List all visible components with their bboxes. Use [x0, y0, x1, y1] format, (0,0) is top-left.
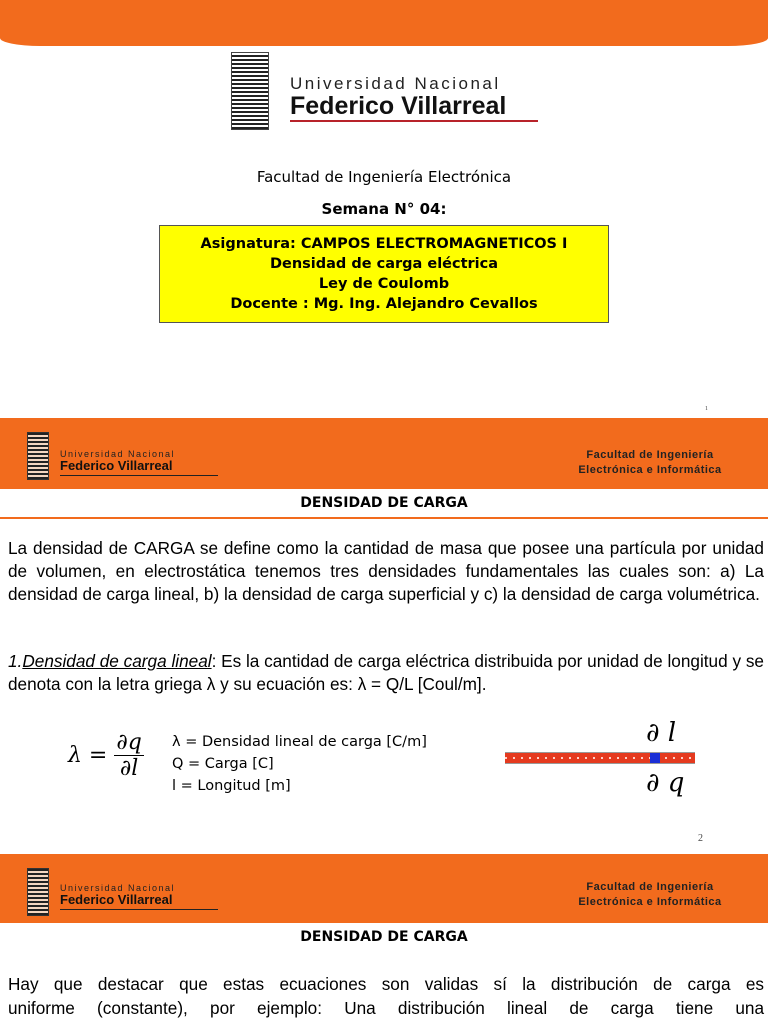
formula-denominator: ∂l — [119, 756, 139, 781]
slide3-paragraph-line1: Hay que destacar que estas ecuaciones son validas sí la distribución de carga es — [8, 974, 764, 994]
slide2-paragraph-2 — [8, 650, 764, 696]
university-name-small: Universidad Nacional — [290, 74, 501, 93]
header-underline — [60, 909, 218, 910]
header-emblem-icon — [27, 868, 49, 916]
slide3-paragraph-line2: uniforme (constante), por ejemplo: Una distribución lineal de carga tiene una — [8, 998, 764, 1018]
university-underline — [290, 120, 538, 122]
formula-fraction — [114, 730, 143, 781]
rod-label-dl: ∂ l — [646, 718, 677, 748]
rod-charge-dots — [505, 757, 695, 759]
linear-density-formula — [68, 730, 144, 781]
para2-term: Densidad de carga lineal — [22, 651, 212, 671]
header-university-big: Federico Villarreal — [60, 458, 173, 473]
header-faculty-line2: Electrónica e Informática — [578, 896, 722, 908]
header-university-small: Universidad Nacional — [60, 449, 176, 459]
header-faculty-line1: Facultad de Ingeniería — [586, 881, 714, 893]
header-emblem-icon — [27, 432, 49, 480]
rod-differential-segment — [650, 753, 660, 763]
para2-number: 1. — [8, 651, 23, 671]
faculty-title: Facultad de Ingeniería Electrónica — [256, 168, 512, 186]
slide2-paragraph-1: La densidad de CARGA se define como la cantidad de masa que posee una partícula por unidad de volumen, en electrostática tenemos tres densidades fundamentales las cuales son: a) La densidad de carga lineal, b) la densidad de carga superficial y c) la densidad de carga volumétrica. — [8, 538, 764, 604]
topic-line-2: Ley de Coulomb — [318, 276, 450, 292]
slide1-page-number: 1 — [705, 406, 708, 412]
header-faculty — [560, 880, 740, 910]
university-name-big: Federico Villarreal — [290, 92, 507, 120]
header-faculty — [560, 448, 740, 478]
header-university-small: Universidad Nacional — [60, 883, 176, 893]
header-faculty-line2: Electrónica e Informática — [578, 464, 722, 476]
para2-rest: : Es la cantidad de carga eléctrica distribuida por unidad de longitud y se denota con la letra griega λ y su ecuación es: λ = Q/L [Coul/m]. — [8, 651, 764, 694]
header-underline — [60, 475, 218, 476]
legend-lambda: λ = Densidad lineal de carga [C/m] — [172, 734, 427, 750]
slide3-title: DENSIDAD DE CARGA — [0, 923, 768, 951]
slide2-header — [0, 418, 768, 489]
topic-line-1: Densidad de carga eléctrica — [269, 256, 499, 272]
week-label: Semana N° 04: — [321, 200, 447, 218]
header-university-big: Federico Villarreal — [60, 892, 173, 907]
course-info-box — [159, 225, 609, 323]
slide3-header — [0, 854, 768, 925]
formula-legend — [172, 731, 427, 797]
rod-label-dq: ∂ q — [646, 768, 685, 798]
formula-numerator: ∂q — [116, 730, 142, 755]
charged-rod-diagram — [505, 752, 695, 764]
teacher-line: Docente : Mg. Ing. Alejandro Cevallos — [230, 296, 538, 312]
legend-length: l = Longitud [m] — [172, 778, 291, 794]
top-orange-bar — [0, 0, 768, 46]
slide2-title: DENSIDAD DE CARGA — [0, 489, 768, 519]
formula-lhs: λ = — [68, 743, 108, 768]
course-line: Asignatura: CAMPOS ELECTROMAGNETICOS I — [200, 236, 568, 252]
university-emblem-icon — [231, 52, 269, 130]
legend-charge: Q = Carga [C] — [172, 756, 274, 772]
slide2-page-number: 2 — [698, 833, 703, 844]
header-faculty-line1: Facultad de Ingeniería — [586, 449, 714, 461]
